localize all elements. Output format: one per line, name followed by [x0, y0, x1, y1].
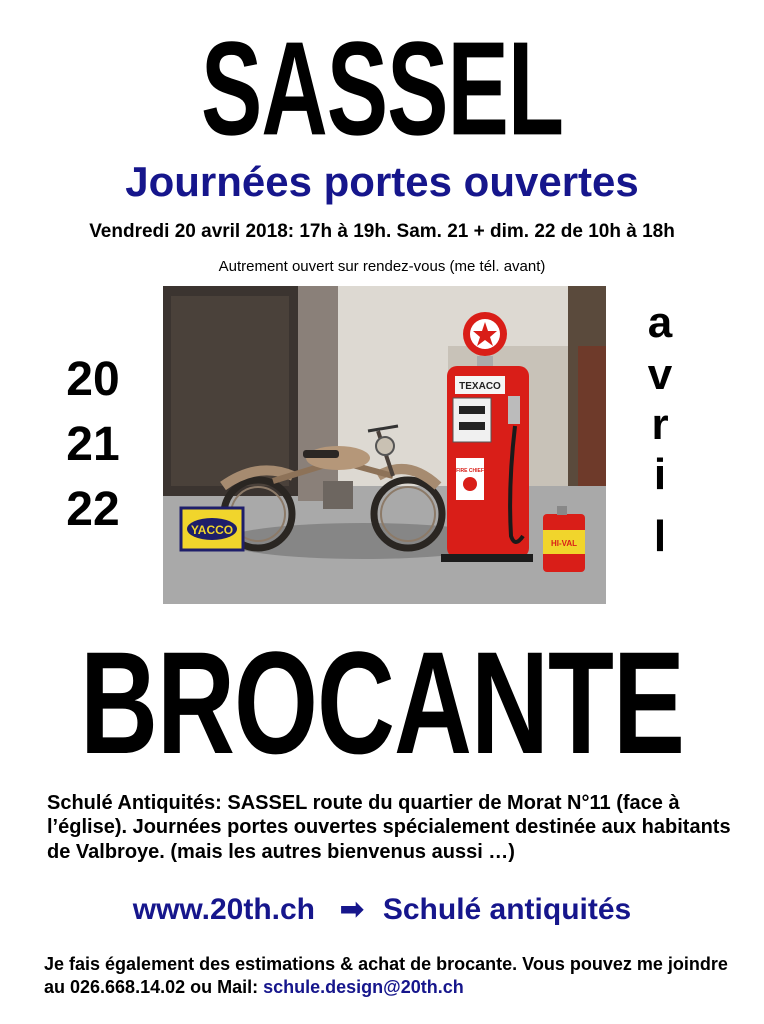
- headline-brocante: BROCANTE: [80, 620, 684, 785]
- month-letter-l: l: [653, 512, 667, 561]
- appointment-note: Autrement ouvert sur rendez-vous (me tél. avant): [218, 258, 546, 275]
- day-number-20: 20: [66, 353, 120, 406]
- oil-can-text: HI-VAL: [550, 539, 578, 548]
- title-sassel: SASSEL: [200, 15, 564, 164]
- website-url[interactable]: www.20th.ch: [132, 893, 316, 926]
- oil-can: [543, 506, 585, 572]
- pump-brand-text: TEXACO: [459, 381, 501, 392]
- month-letter-v: v: [647, 350, 673, 399]
- subtitle-open-days: Journées portes ouvertes: [125, 158, 639, 205]
- pump-sticker-text: FIRE CHIEF: [456, 468, 484, 474]
- web-links-row: [0, 892, 764, 927]
- yacco-sign: [181, 508, 243, 550]
- motorcycle-fuel-pump-photo: [163, 286, 606, 604]
- month-letter-a: a: [647, 298, 673, 347]
- yacco-sign-text: YACCO: [190, 523, 234, 537]
- address-paragraph: Schulé Antiquités: SASSEL route du quartier de Morat N°11 (face à l’église). Journées portes ouvertes spécialement destinée aux habitants de Valbroye. (mais les autres bienvenus aussi …): [47, 792, 731, 863]
- day-number-21: 21: [66, 418, 120, 471]
- footer-text: Je fais également des estimations & achat de brocante. Vous pouvez me joindre au 026.668.14.02 ou Mail:: [44, 954, 728, 998]
- email-link[interactable]: schule.design@20th.ch: [263, 977, 464, 998]
- shop-name[interactable]: Schulé antiquités: [382, 893, 632, 926]
- dates-hours-line: Vendredi 20 avril 2018: 17h à 19h. Sam. 21 + dim. 22 de 10h à 18h: [89, 221, 675, 242]
- footer-contact: [44, 953, 734, 1000]
- day-number-22: 22: [66, 483, 120, 536]
- month-letter-r: r: [651, 400, 669, 449]
- right-arrow-icon: ➡: [339, 893, 365, 926]
- month-letter-i: i: [653, 450, 667, 499]
